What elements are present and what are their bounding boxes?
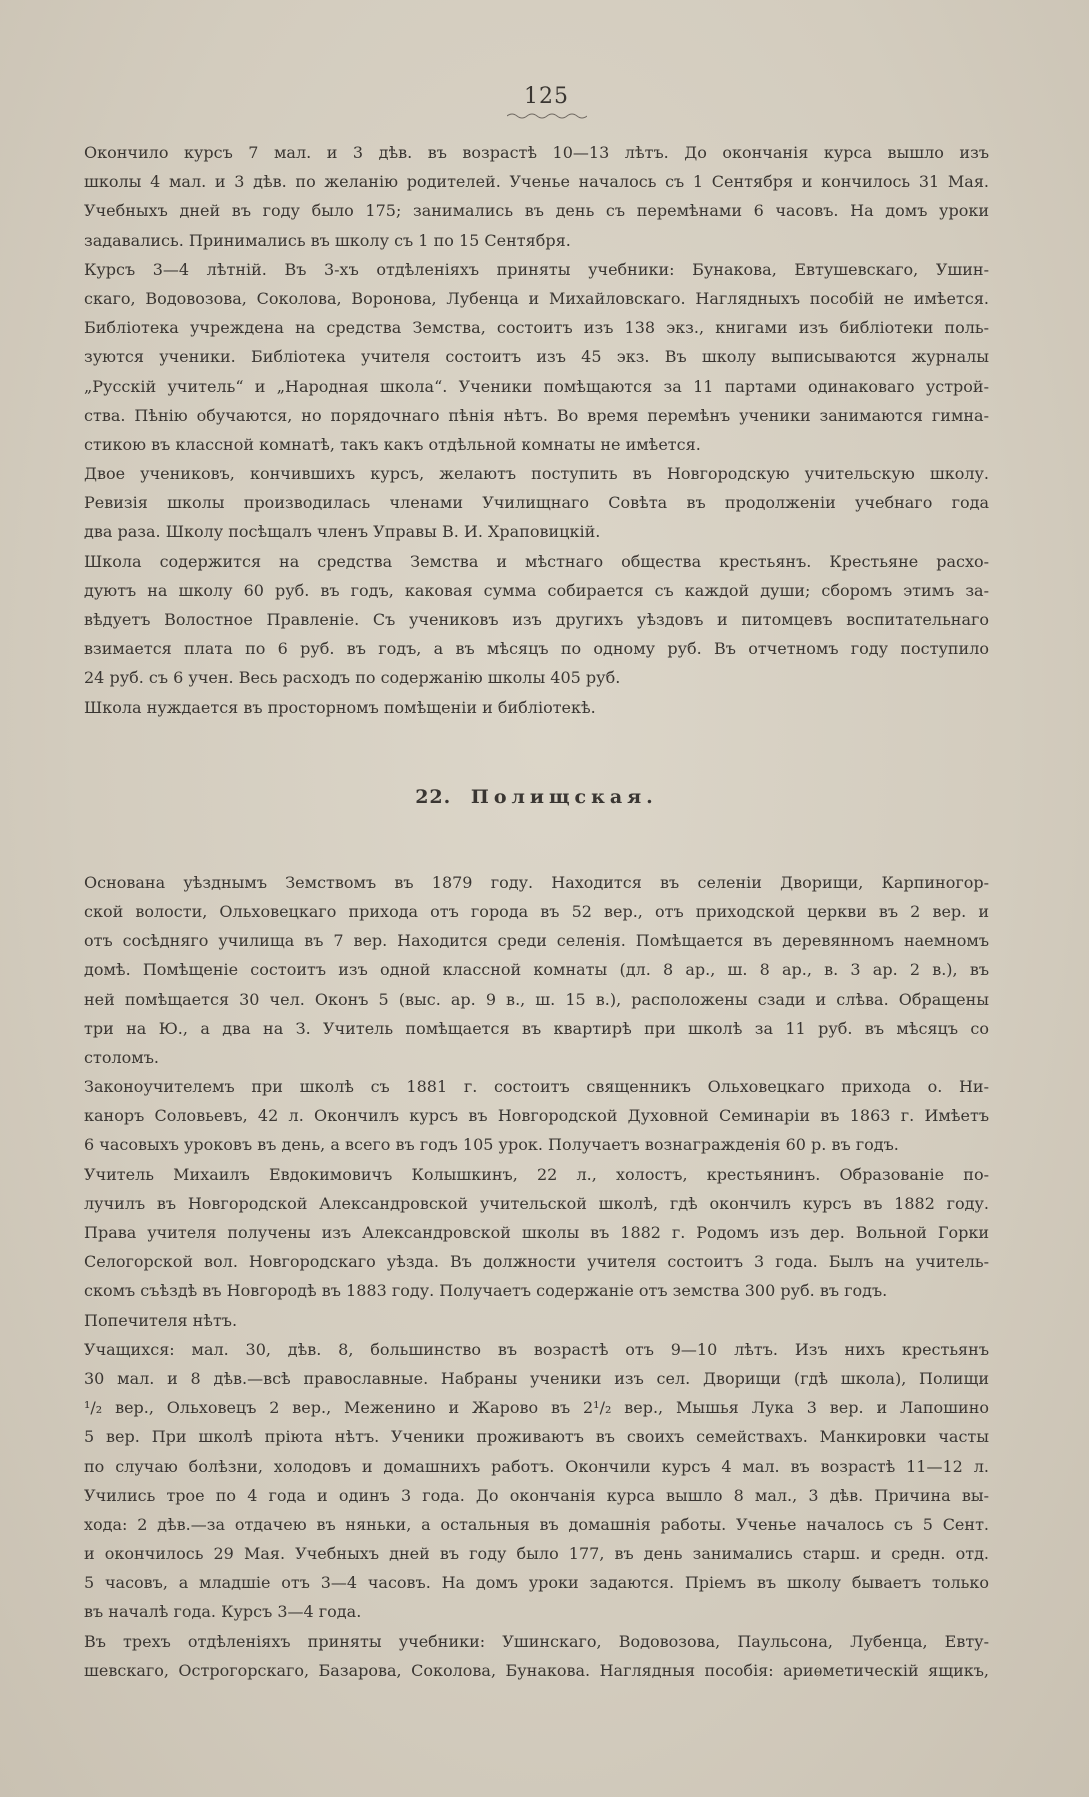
- text-line: Основана уѣзднымъ Земствомъ въ 1879 году. Находится въ селеніи Дворищи, Карпиногор-: [84, 872, 989, 892]
- text-line: домѣ. Помѣщеніе состоитъ изъ одной классной комнаты (дл. 8 ар., ш. 8 ар., в. 3 ар. 2 в.), въ: [84, 960, 989, 980]
- section-previous-school-text: [84, 138, 989, 722]
- text-line: два раза. Школу посѣщалъ членъ Управы В. И. Храповицкій.: [84, 522, 601, 542]
- text-line: каноръ Соловьевъ, 42 л. Окончилъ курсъ въ Новгородской Духовной Семинаріи въ 1863 г. Имѣетъ: [84, 1106, 989, 1126]
- text-line: 5 часовъ, а младшіе отъ 3—4 часовъ. На домъ уроки задаются. Пріемъ въ школу бываетъ только: [84, 1573, 989, 1593]
- text-line: Окончило курсъ 7 мал. и 3 дѣв. въ возрастѣ 10—13 лѣтъ. До окончанія курса вышло изъ: [84, 143, 989, 162]
- text-line: отъ сосѣдняго училища въ 7 вер. Находится среди селенія. Помѣщается въ деревянномъ наемномъ: [84, 931, 989, 951]
- text-line: ской волости, Ольховецкаго прихода отъ города въ 52 вер., отъ приходской церкви въ 2 вер. и: [84, 901, 989, 921]
- text-line: ¹/₂ вер., Ольховецъ 2 вер., Меженино и Жарово въ 2¹/₂ вер., Мышья Лука 3 вер. и Лапошино: [84, 1398, 989, 1418]
- text-line: ства. Пѣнію обучаются, но порядочнаго пѣнія нѣтъ. Во время перемѣнъ ученики занимаются гимна-: [84, 405, 989, 425]
- text-line: хода: 2 дѣв.—за отдачею въ няньки, а остальныя въ домашнія работы. Ученье началось съ 5 Сент.: [84, 1514, 989, 1534]
- section-polishchskaya-text: [84, 868, 989, 1685]
- text-line: столомъ.: [84, 1047, 159, 1067]
- text-line: лучилъ въ Новгородской Александровской учительской школѣ, гдѣ окончилъ курсъ въ 1882 году.: [84, 1193, 989, 1213]
- text-line: задавались. Принимались въ школу съ 1 по 15 Сентября.: [84, 230, 571, 250]
- text-line: 5 вер. При школѣ пріюта нѣтъ. Ученики проживаютъ въ своихъ семействахъ. Манкировки часты: [84, 1427, 989, 1447]
- text-line: скомъ съѣздѣ въ Новгородѣ въ 1883 году. Получаетъ содержаніе отъ земства 300 руб. въ годъ.: [84, 1281, 888, 1301]
- text-line: Учитель Михаилъ Евдокимовичъ Колышкинъ, 22 л., холостъ, крестьянинъ. Образованіе по-: [84, 1164, 989, 1184]
- section-heading: [84, 786, 989, 814]
- text-line: Законоучителемъ при школѣ съ 1881 г. состоитъ священникъ Ольховецкаго прихода о. Ни-: [84, 1077, 989, 1097]
- text-line: три на Ю., а два на З. Учитель помѣщается въ квартирѣ при школѣ за 11 руб. въ мѣсяцъ со: [84, 1018, 989, 1038]
- text-line: и окончилось 29 Мая. Учебныхъ дней въ году было 177, въ день занимались старш. и средн. отд.: [84, 1544, 989, 1564]
- text-line: шевскаго, Острогорскаго, Базарова, Соколова, Бунакова. Наглядныя пособія: ариѳметическій ящикъ,: [84, 1660, 989, 1680]
- text-line: 30 мал. и 8 дѣв.—всѣ православные. Набраны ученики изъ сел. Дворищи (гдѣ школа), Полищи: [84, 1368, 989, 1388]
- text-line: въ началѣ года. Курсъ 3—4 года.: [84, 1602, 362, 1622]
- text-line: „Русскій учитель“ и „Народная школа“. Ученики помѣщаются за 11 партами одинаковаго устрой-: [84, 376, 989, 396]
- text-line: дуютъ на школу 60 руб. въ годъ, каковая сумма собирается съ каждой души; сборомъ этимъ за-: [84, 580, 989, 600]
- text-line: зуются ученики. Библіотека учителя состоитъ изъ 45 экз. Въ школу выписываются журналы: [84, 347, 989, 367]
- text-line: 6 часовыхъ уроковъ въ день, а всего въ годъ 105 урок. Получаетъ вознагражденія 60 р. въ годъ.: [84, 1135, 899, 1155]
- text-line: Курсъ 3—4 лѣтній. Въ 3-хъ отдѣленіяхъ приняты учебники: Бунакова, Евтушевскаго, Ушин-: [84, 259, 989, 279]
- text-line: Библіотека учреждена на средства Земства, состоитъ изъ 138 экз., книгами изъ библіотеки поль-: [84, 318, 989, 338]
- text-line: Школа содержится на средства Земства и мѣстнаго общества крестьянъ. Крестьяне расхо-: [84, 551, 989, 571]
- section-number: 22.: [415, 785, 452, 808]
- text-line: Попечителя нѣтъ.: [84, 1310, 238, 1330]
- text-line: Учащихся: мал. 30, дѣв. 8, большинство въ возрастѣ отъ 9—10 лѣтъ. Изъ нихъ крестьянъ: [84, 1339, 989, 1359]
- text-line: Учились трое по 4 года и одинъ 3 года. До окончанія курса вышло 8 мал., 3 дѣв. Причина вы-: [84, 1485, 989, 1505]
- text-line: Селогорской вол. Новгородскаго уѣзда. Въ должности учителя состоитъ 3 года. Былъ на учитель-: [84, 1252, 989, 1272]
- text-line: вѣдуетъ Волостное Правленіе. Съ учениковъ изъ другихъ уѣздовъ и питомцевъ воспитательнаго: [84, 610, 989, 629]
- ornament-rule: [507, 112, 587, 120]
- text-line: школы 4 мал. и 3 дѣв. по желанію родителей. Ученье началось съ 1 Сентября и кончилось 31 Мая.: [84, 172, 989, 192]
- text-line: по случаю болѣзни, холодовъ и домашнихъ работъ. Окончили курсъ 4 мал. въ возрастѣ 11—12 л.: [84, 1456, 989, 1476]
- text-line: скаго, Водовозова, Соколова, Воронова, Лубенца и Михайловскаго. Наглядныхъ пособій не имѣется.: [84, 288, 989, 308]
- text-line: Двое учениковъ, кончившихъ курсъ, желаютъ поступить въ Новгородскую учительскую школу.: [84, 464, 989, 484]
- text-line: Учебныхъ дней въ году было 175; занимались въ день съ перемѣнами 6 часовъ. На домъ уроки: [84, 201, 989, 221]
- text-line: Права учителя получены изъ Александровской школы въ 1882 г. Родомъ изъ дер. Вольной Горки: [84, 1223, 989, 1242]
- text-line: Въ трехъ отдѣленіяхъ приняты учебники: Ушинскаго, Водовозова, Паульсона, Лубенца, Евту-: [84, 1631, 989, 1651]
- text-line: Школа нуждается въ просторномъ помѣщеніи и библіотекѣ.: [84, 697, 596, 717]
- text-line: ней помѣщается 30 чел. Оконъ 5 (выс. ар. 9 в., ш. 15 в.), расположены сзади и слѣва. Обращены: [84, 989, 989, 1009]
- text-line: стикою въ классной комнатѣ, такъ какъ отдѣльной комнаты не имѣется.: [84, 434, 701, 454]
- page-number: 125: [524, 84, 569, 109]
- text-line: Ревизія школы производилась членами Училищнаго Совѣта въ продолженіи учебнаго года: [84, 493, 989, 513]
- text-line: взимается плата по 6 руб. въ годъ, а въ мѣсяцъ по одному руб. Въ отчетномъ году поступило: [84, 639, 989, 659]
- text-line: 24 руб. съ 6 учен. Весь расходъ по содержанію школы 405 руб.: [84, 668, 621, 688]
- section-title: Полищская.: [470, 785, 658, 808]
